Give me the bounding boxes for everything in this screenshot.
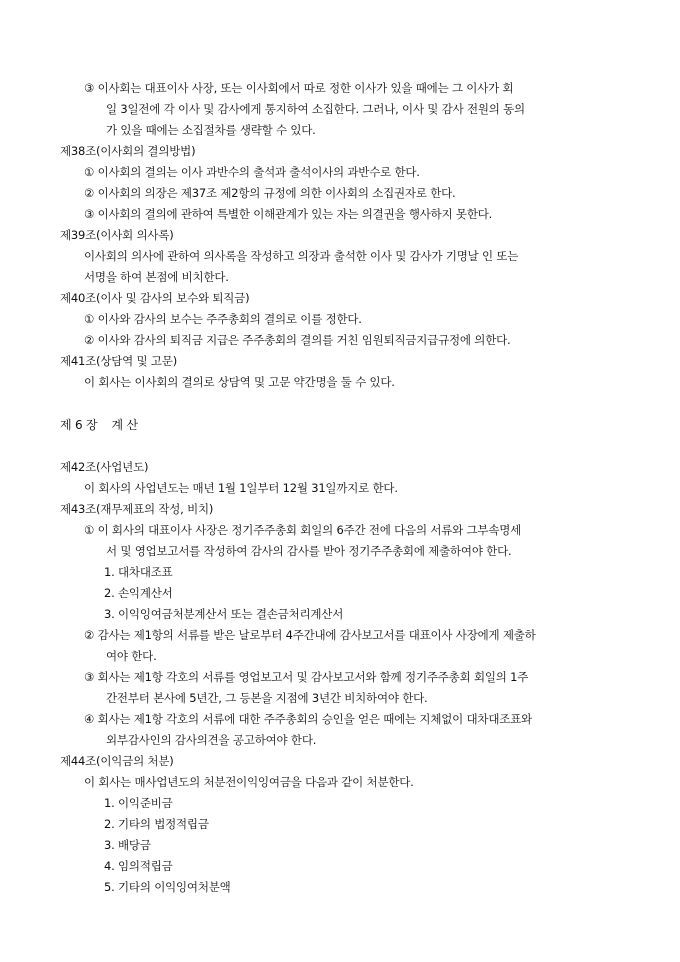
article38-heading: 제38조(이사회의 결의방법): [60, 144, 196, 158]
article43-item3-line1: ③ 회사는 제1항 각호의 서류를 영업보고서 및 감사보고서와 함께 정기주주총회 회일의 1주: [84, 670, 529, 684]
article44-list-item: 3. 배당금: [104, 838, 151, 852]
article42-body: 이 회사의 사업년도는 매년 1월 1일부터 12월 31일까지로 한다.: [84, 481, 398, 495]
article43-item2-line2: 여야 한다.: [106, 649, 157, 663]
article37-item3-line3: 가 있을 때에는 소집절차를 생략할 수 있다.: [106, 123, 316, 137]
chapter-heading: [60, 418, 138, 432]
article43-list-item: 3. 이익잉여금처분계산서 또는 결손금처리계산서: [104, 607, 344, 621]
article41-heading: 제41조(상담역 및 고문): [60, 354, 177, 368]
article43-heading: 제43조(재무제표의 작성, 비치): [60, 502, 214, 516]
chapter-number: 제 6 장: [60, 418, 98, 432]
article43-item4-line1: ④ 회사는 제1항 각호의 서류에 대한 주주총회의 승인을 얻은 때에는 지체없이 대차대조표와: [84, 712, 532, 726]
article41-body: 이 회사는 이사회의 결의로 상담역 및 고문 약간명을 둘 수 있다.: [84, 375, 395, 389]
article44-list-item: 4. 임의적립금: [104, 859, 173, 873]
article44-list-item: 1. 이익준비금: [104, 796, 173, 810]
article39-body-line1: 이사회의 의사에 관하여 의사록을 작성하고 의장과 출석한 이사 및 감사가 기명날 인 또는: [84, 249, 519, 263]
article43-item4-line2: 외부감사인의 감사의견을 공고하여야 한다.: [106, 733, 317, 747]
article40-heading: 제40조(이사 및 감사의 보수와 퇴직금): [60, 291, 250, 305]
article38-item3: ③ 이사회의 결의에 관하여 특별한 이해관계가 있는 자는 의결권을 행사하지 못한다.: [84, 207, 493, 221]
article43-item3-line2: 간전부터 본사에 5년간, 그 등본을 지점에 3년간 비치하여야 한다.: [106, 691, 428, 705]
article40-item2: ② 이사와 감사의 퇴직금 지급은 주주총회의 결의를 거친 임원퇴직금지급규정에 의한다.: [84, 333, 511, 347]
article44-heading: 제44조(이익금의 처분): [60, 754, 174, 768]
article39-heading: 제39조(이사회 의사록): [60, 228, 174, 242]
article38-item2: ② 이사회의 의장은 제37조 제2항의 규정에 의한 이사회의 소집권자로 한다.: [84, 186, 456, 200]
article37-item3-line1: ③ 이사회는 대표이사 사장, 또는 이사회에서 따로 정한 이사가 있을 때에는 그 이사가 회: [84, 81, 514, 95]
article43-list-item: 1. 대차대조표: [104, 565, 173, 579]
chapter-title: 계 산: [111, 418, 138, 432]
article43-list-item: 2. 손익계산서: [104, 586, 173, 600]
article39-body-line2: 서명을 하여 본점에 비치한다.: [84, 270, 229, 284]
article43-item1-line2: 서 및 영업보고서를 작성하여 감사의 감사를 받아 정기주주총회에 제출하여야 한다.: [106, 544, 512, 558]
article42-heading: 제42조(사업년도): [60, 460, 149, 474]
article40-item1: ① 이사와 감사의 보수는 주주총회의 결의로 이를 정한다.: [84, 312, 362, 326]
article43-item2-line1: ② 감사는 제1항의 서류를 받은 날로부터 4주간내에 감사보고서를 대표이사 사장에게 제출하: [84, 628, 536, 642]
article44-list-item: 2. 기타의 법정적립금: [104, 817, 209, 831]
article44-body: 이 회사는 매사업년도의 처분전이익잉여금을 다음과 같이 처분한다.: [84, 775, 414, 789]
article38-item1: ① 이사회의 결의는 이사 과반수의 출석과 출석이사의 과반수로 한다.: [84, 165, 420, 179]
article43-item1-line1: ① 이 회사의 대표이사 사장은 정기주주총회 회일의 6주간 전에 다음의 서류와 그부속명세: [84, 523, 522, 537]
article44-list-item: 5. 기타의 이익잉여처분액: [104, 880, 231, 894]
article37-item3-line2: 일 3일전에 각 이사 및 감사에게 통지하여 소집한다. 그러나, 이사 및 감사 전원의 동의: [106, 102, 525, 116]
